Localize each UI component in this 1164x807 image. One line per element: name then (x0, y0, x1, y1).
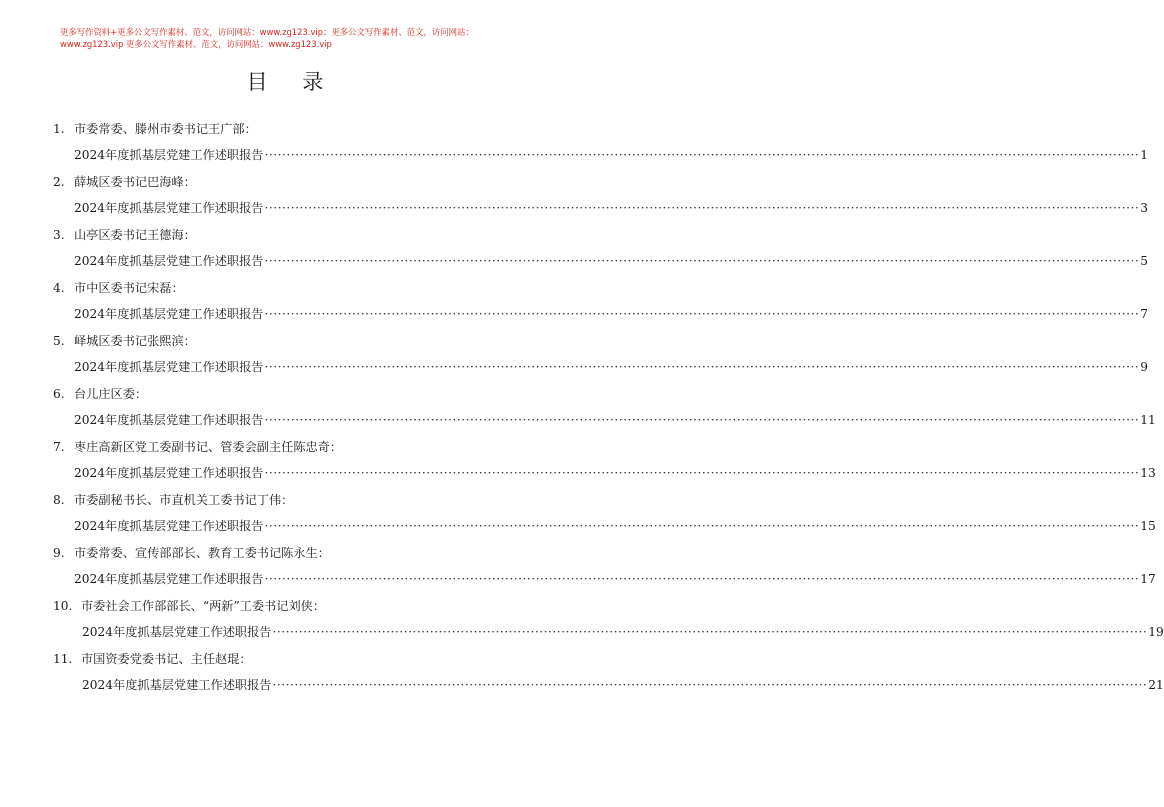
toc-entry-heading-text: 市委社会工作部部长、“两新”工委书记刘侠： (81, 599, 326, 613)
toc-leader-dots: ········································································································································································································ (264, 466, 1140, 480)
toc-entry-heading-text: 山亭区委书记王德海： (74, 228, 196, 242)
toc-entry-item[interactable] (74, 570, 1156, 587)
toc-entry-item[interactable] (82, 623, 1164, 640)
toc-entry-item[interactable] (74, 464, 1156, 481)
toc-leader-dots: ········································································································································································································ (264, 413, 1140, 427)
toc-page-number: 9 (1140, 360, 1149, 374)
toc-entry-item-text: 2024年度抓基层党建工作述职报告 (74, 519, 264, 533)
toc-entry-heading[interactable] (53, 491, 293, 508)
toc-entry-item[interactable] (74, 146, 1149, 163)
toc-entry-heading-text: 市中区委书记宋磊： (74, 281, 184, 295)
toc-entry-heading[interactable] (53, 544, 330, 561)
toc-entry-heading[interactable] (53, 226, 196, 243)
toc-entry-heading[interactable] (53, 332, 196, 349)
toc-page-number: 5 (1140, 254, 1149, 268)
toc-entry-number: 6. (53, 387, 65, 401)
toc-entry-number: 10. (53, 599, 73, 613)
toc-leader-dots: ········································································································································································································ (264, 201, 1140, 215)
toc-entry-item[interactable] (74, 358, 1149, 375)
toc-entry-heading-text: 市委副秘书长、市直机关工委书记丁伟： (74, 493, 294, 507)
toc-entry-item-text: 2024年度抓基层党建工作述职报告 (74, 201, 264, 215)
page-title: 目 录 (246, 70, 338, 94)
toc-page-number: 21 (1148, 678, 1164, 692)
toc-page-number: 19 (1148, 625, 1164, 639)
toc-entry-item-text: 2024年度抓基层党建工作述职报告 (82, 625, 272, 639)
toc-entry-number: 5. (53, 334, 65, 348)
toc-entry-item-text: 2024年度抓基层党建工作述职报告 (74, 148, 264, 162)
toc-entry-item-text: 2024年度抓基层党建工作述职报告 (82, 678, 272, 692)
toc-entry-item[interactable] (74, 517, 1156, 534)
watermark-text (60, 26, 530, 50)
toc-entry-heading[interactable] (53, 279, 184, 296)
toc-entry-heading[interactable] (53, 120, 257, 137)
toc-entry-item[interactable] (82, 676, 1164, 693)
toc-leader-dots: ········································································································································································································ (264, 148, 1140, 162)
watermark-line-2: www.zg123.vip 更多公文写作素材、范文，访问网站：www.zg123.vip (60, 39, 332, 49)
toc-entry-heading[interactable] (53, 173, 196, 190)
toc-entry-number: 4. (53, 281, 65, 295)
toc-leader-dots: ········································································································································································································ (264, 307, 1140, 321)
toc-entry-number: 8. (53, 493, 65, 507)
toc-entry-heading-text: 台儿庄区委： (74, 387, 148, 401)
toc-entry-heading[interactable] (53, 597, 325, 614)
toc-leader-dots: ········································································································································································································ (264, 572, 1140, 586)
toc-page-number: 15 (1140, 519, 1156, 533)
toc-entry-heading[interactable] (53, 438, 342, 455)
toc-entry-number: 7. (53, 440, 65, 454)
toc-page-number: 17 (1140, 572, 1156, 586)
toc-entry-heading-text: 枣庄高新区党工委副书记、管委会副主任陈忠奇： (74, 440, 343, 454)
toc-page-number: 13 (1140, 466, 1156, 480)
toc-leader-dots: ········································································································································································································ (264, 360, 1140, 374)
toc-entry-item-text: 2024年度抓基层党建工作述职报告 (74, 254, 264, 268)
toc-entry-heading[interactable] (53, 385, 147, 402)
toc-leader-dots: ········································································································································································································ (264, 519, 1140, 533)
toc-entry-heading-text: 市委常委、滕州市委书记王广部： (74, 122, 257, 136)
toc-entry-heading-text: 市委常委、宣传部部长、教育工委书记陈永生： (74, 546, 330, 560)
toc-entry-item-text: 2024年度抓基层党建工作述职报告 (74, 307, 264, 321)
toc-entry-heading-text: 市国资委党委书记、主任赵琨： (81, 652, 252, 666)
watermark-line-1: 更多写作资料+更多公文写作素材、范文，访问网站：www.zg123.vip；更多公文写作素材、范文，访问网站： (60, 27, 474, 37)
toc-entry-item-text: 2024年度抓基层党建工作述职报告 (74, 466, 264, 480)
toc-page-number: 3 (1140, 201, 1149, 215)
toc-page-number: 1 (1140, 148, 1149, 162)
toc-entry-number: 9. (53, 546, 65, 560)
toc-entry-number: 2. (53, 175, 65, 189)
toc-leader-dots: ········································································································································································································ (264, 254, 1140, 268)
toc-entry-item-text: 2024年度抓基层党建工作述职报告 (74, 572, 264, 586)
toc-entry-number: 3. (53, 228, 65, 242)
toc-entry-item[interactable] (74, 252, 1149, 269)
toc-page-number: 7 (1140, 307, 1149, 321)
toc-entry-item[interactable] (74, 199, 1149, 216)
toc-entry-heading-text: 薛城区委书记巴海峰： (74, 175, 196, 189)
toc-entry-item-text: 2024年度抓基层党建工作述职报告 (74, 360, 264, 374)
toc-entry-item-text: 2024年度抓基层党建工作述职报告 (74, 413, 264, 427)
toc-entry-heading[interactable] (53, 650, 252, 667)
toc-entry-heading-text: 峄城区委书记张熙滨： (74, 334, 196, 348)
toc-entry-number: 11. (53, 652, 73, 666)
toc-leader-dots: ········································································································································································································ (272, 678, 1148, 692)
toc-leader-dots: ········································································································································································································ (272, 625, 1148, 639)
toc-page-number: 11 (1140, 413, 1156, 427)
toc-entry-number: 1. (53, 122, 65, 136)
toc-entry-item[interactable] (74, 305, 1149, 322)
toc-entry-item[interactable] (74, 411, 1156, 428)
